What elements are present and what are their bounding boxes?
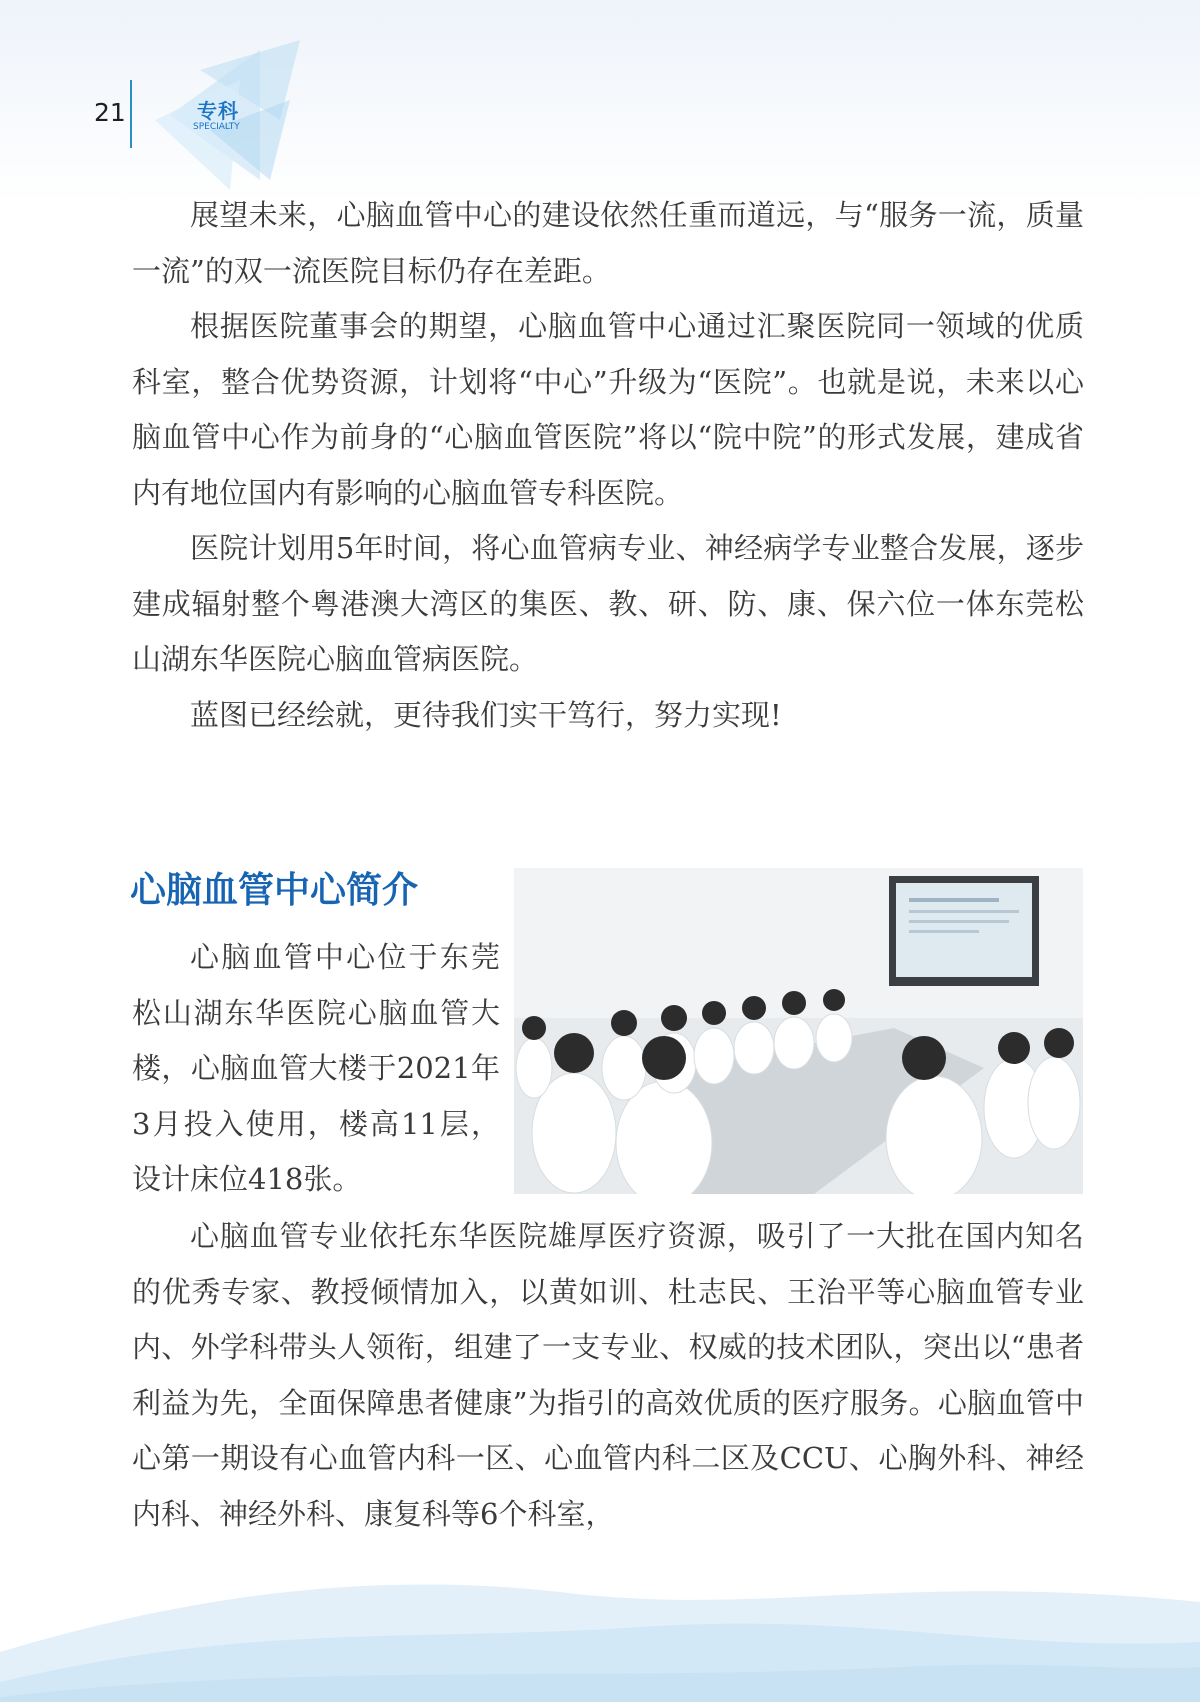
meeting-photo-illustration [514,868,1083,1194]
section-body: 心脑血管专业依托东华医院雄厚医疗资源，吸引了一大批在国内知名的优秀专家、教授倾情加入，以黄如训、杜志民、王治平等心脑血管专业内、外学科带头人领衔，组建了一支专业、权威的技术团队，突出以“患者利益为先，全面保障患者健康”为指引的高效优质的医疗服务。心脑血管中心第一期设有心血管内科一区、心血管内科二区及CCU、心胸外科、神经内科、神经外科、康复科等6个科室， [132,1219,1084,1531]
header-divider [130,80,132,148]
paragraph-five-year: 医院计划用5年时间，将心血管病专业、神经病学专业整合发展，逐步建成辐射整个粤港澳大湾区的集医、教、研、防、康、保六位一体东莞松山湖东华医院心脑血管病医院。 [132,531,1084,676]
page-number: 21 [94,98,126,127]
paragraph-plan: 根据医院董事会的期望，心脑血管中心通过汇聚医院同一领域的优质科室，整合优势资源，计划将“中心”升级为“医院”。也就是说，未来以心脑血管中心作为前身的“心脑血管医院”将以“院中院”的形式发展，建成省内有地位国内有影响的心脑血管专科医院。 [132,309,1084,510]
paragraph-blueprint: 蓝图已经绘就，更待我们实干笃行，努力实现! [190,698,782,732]
paragraph-outlook: 展望未来，心脑血管中心的建设依然任重而道远，与“服务一流，质量一流”的双一流医院目标仍存在差距。 [132,198,1084,288]
section-intro: 心脑血管中心位于东莞松山湖东华医院心脑血管大楼，心脑血管大楼于2021年3月投入使用，楼高11层，设计床位418张。 [132,940,500,1196]
badge-title: 专科 [197,99,239,123]
section-title: 心脑血管中心简介 [130,870,419,911]
meeting-photo [514,868,1083,1194]
bottom-wave-decoration [0,1532,1200,1702]
badge-subtitle: SPECIALTY [193,122,240,132]
